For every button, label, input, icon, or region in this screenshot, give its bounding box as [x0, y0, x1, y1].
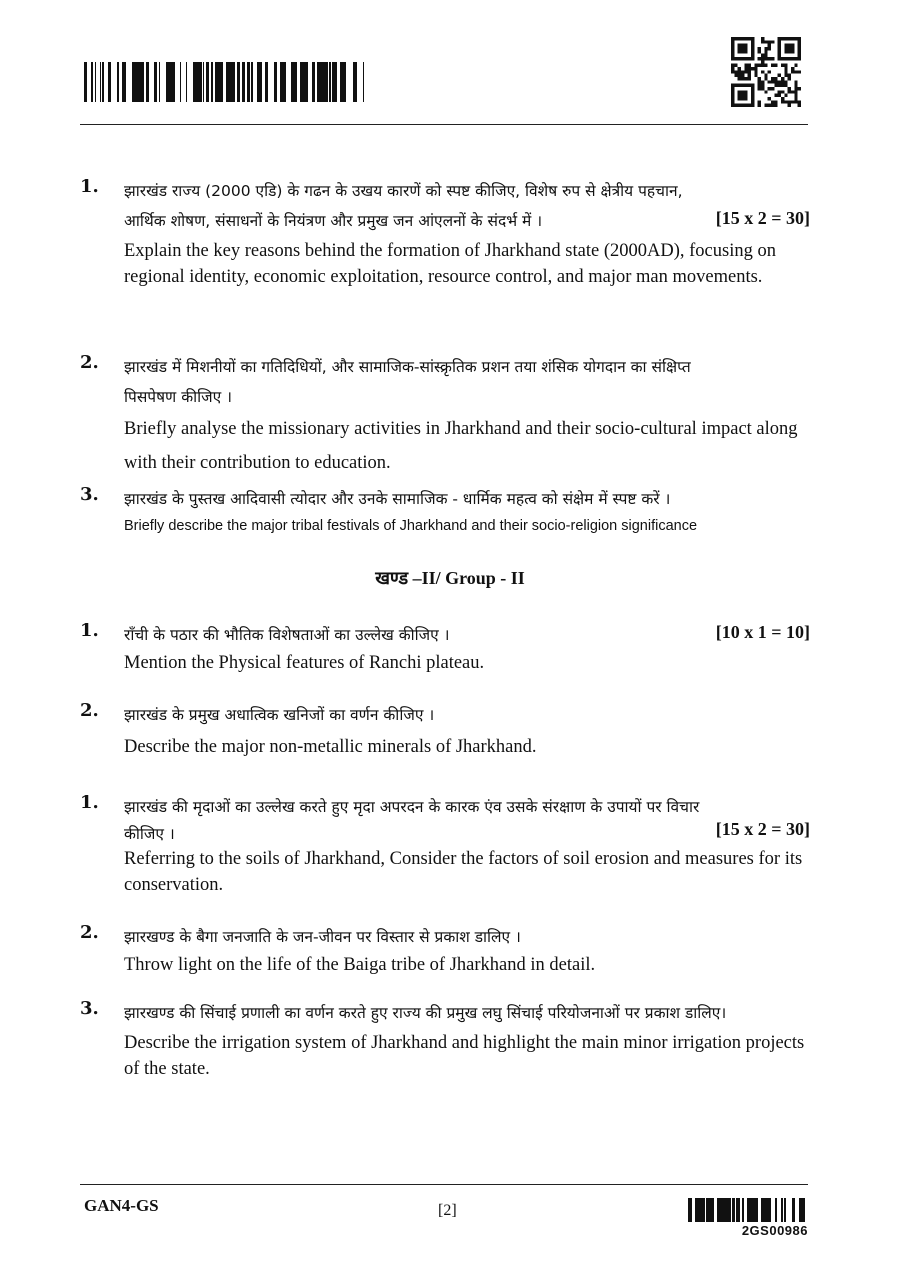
question-number: 1.	[80, 620, 99, 641]
marks-label: [15 x 2 = 30]	[715, 208, 810, 228]
question-hindi: झारखंड के पुस्तख आदिवासी त्योदार और उनके सामाजिक - धार्मिक महत्व को संक्षेम में स्पष्ट करें ।	[124, 490, 671, 508]
question-hindi: झारखंड राज्य (2000 एडि) के गढन के उखय कारणें को स्पष्ट कीजिए, विशेष रुप से क्षेत्रीय पहचान,	[124, 182, 683, 200]
group-heading: खण्ड –II/ Group - II	[375, 568, 525, 588]
marks-label: [10 x 1 = 10]	[715, 622, 810, 642]
question-number: 2.	[80, 922, 99, 943]
marks-label: [15 x 2 = 30]	[715, 819, 810, 839]
question-hindi: पिसपेषण कीजिए ।	[124, 388, 233, 406]
question-english: Mention the Physical features of Ranchi plateau.	[124, 653, 485, 673]
page-number: [2]	[438, 1202, 457, 1219]
question-number: 2.	[80, 352, 99, 373]
question-english: Referring to the soils of Jharkhand, Consider the factors of soil erosion and measures for its conservation.	[124, 849, 803, 895]
question-number: 1.	[80, 176, 99, 197]
question-number: 3.	[80, 484, 99, 505]
question-hindi: झारखण्ड की सिंचाई प्रणाली का वर्णन करते हुए राज्य की प्रमुख लघु सिंचाई परियोजनाओं पर प्रकाश डालिए।	[124, 1004, 727, 1022]
qr-code-icon	[731, 37, 801, 107]
question-hindi: राँची के पठार की भौतिक विशेषताओं का उल्लेख कीजिए ।	[124, 626, 450, 644]
question-number: 3.	[80, 998, 99, 1019]
barcode-label: 2GS00986	[741, 1223, 808, 1238]
footer-divider	[80, 1184, 808, 1185]
paper-code: GAN4-GS	[84, 1196, 159, 1215]
barcode-icon	[84, 62, 366, 102]
barcode-icon	[688, 1198, 808, 1222]
question-hindi: झारखंड में मिशनीयों का गतिदिधियों, और सामाजिक-सांस्क्रृतिक प्रशन तया शंसिक योगदान का संक्षिप्त	[124, 358, 691, 376]
question-english: Briefly analyse the missionary activities in Jharkhand and their socio-cultural impact along with their contribution to education.	[124, 419, 798, 473]
question-number: 1.	[80, 792, 99, 813]
question-english: Briefly describe the major tribal festivals of Jharkhand and their socio-religion significance	[124, 518, 698, 534]
question-hindi: झारखंड के प्रमुख अधात्विक खनिजों का वर्णन कीजिए ।	[124, 706, 435, 724]
question-hindi: आर्थिक शोषण, संसाधनों के नियंत्रण और प्रमुख जन आंएलनों के संदर्भ में ।	[124, 212, 543, 230]
question-hindi: कीजिए ।	[124, 825, 175, 843]
question-english: Describe the irrigation system of Jharkhand and highlight the main minor irrigation projects of the state.	[124, 1033, 805, 1079]
question-hindi: झारखंड की मृदाओं का उल्लेख करते हुए मृदा अपरदन के कारक एंव उसके संरक्षाण के उपायों पर विचार	[124, 798, 700, 816]
question-english: Describe the major non-metallic minerals of Jharkhand.	[124, 737, 537, 757]
header-divider	[80, 124, 808, 125]
question-english: Explain the key reasons behind the formation of Jharkhand state (2000AD), focusing on regional identity, economic exploitation, resource control, and major man movements.	[124, 241, 776, 287]
question-english: Throw light on the life of the Baiga tribe of Jharkhand in detail.	[124, 955, 596, 975]
question-hindi: झारखण्ड के बैगा जनजाति के जन-जीवन पर विस्तार से प्रकाश डालिए ।	[124, 928, 521, 946]
question-number: 2.	[80, 700, 99, 721]
